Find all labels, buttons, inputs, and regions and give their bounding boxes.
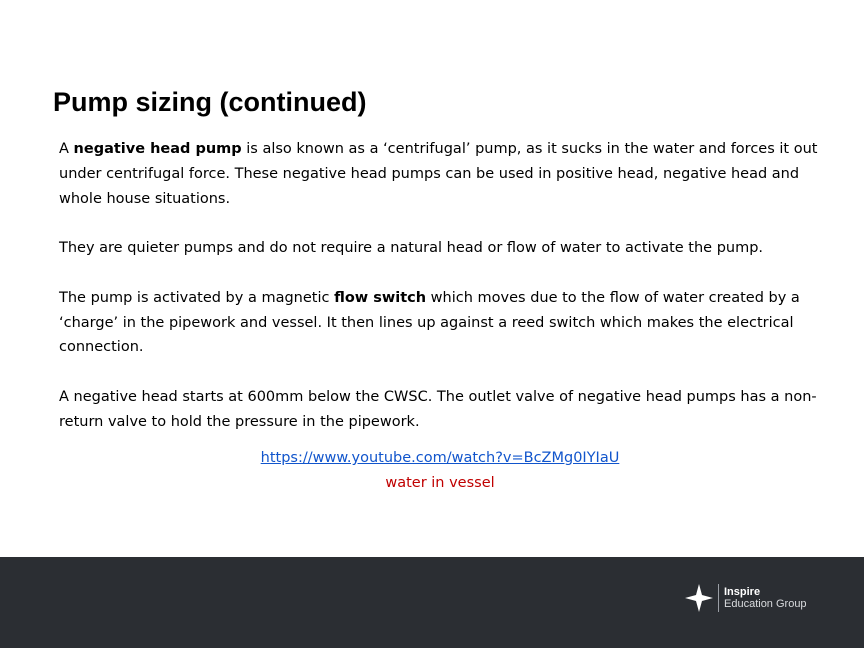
- slide-title: Pump sizing (continued): [53, 87, 367, 117]
- four-point-star-icon: [685, 584, 713, 612]
- logo-subtitle-line: Education Group: [724, 598, 807, 610]
- inspire-education-group-logo: [685, 582, 807, 614]
- paragraph-text: The pump is activated by a magnetic: [59, 289, 335, 306]
- bold-term-negative-head-pump: negative head pump: [73, 141, 242, 157]
- paragraph-text: is also known as a ‘centrifugal’ pump, as it sucks in the water and forces it out under centrifugal force. These negative head pumps can be used in positive head, negative head and whole house situations.: [59, 141, 818, 207]
- youtube-video-link[interactable]: https://www.youtube.com/watch?v=BcZMg0IYIaU: [260, 450, 620, 466]
- paragraph-text: which moves due to the flow of water created by a ‘charge’ in the pipework and vessel. It then lines up against a reed switch which makes the electrical connection.: [59, 289, 800, 356]
- video-link-block: [0, 446, 864, 496]
- slide-body: [59, 137, 829, 435]
- paragraph-flow-switch: [59, 286, 829, 360]
- video-caption: water in vessel: [385, 474, 495, 491]
- logo-name-line: Inspire: [724, 586, 761, 598]
- logo-divider: [718, 584, 719, 612]
- paragraph-text: A: [59, 141, 74, 157]
- bold-term-flow-switch: flow switch: [334, 289, 427, 306]
- logo-text: [724, 586, 807, 610]
- paragraph-negative-head-start: A negative head starts at 600mm below the CWSC. The outlet valve of negative head pumps has a non-return valve to hold the pressure in the pipework.: [59, 388, 817, 430]
- paragraph-quieter-pumps: They are quieter pumps and do not require a natural head or flow of water to activate the pump.: [59, 240, 764, 257]
- paragraph-negative-head-pump: [59, 137, 829, 211]
